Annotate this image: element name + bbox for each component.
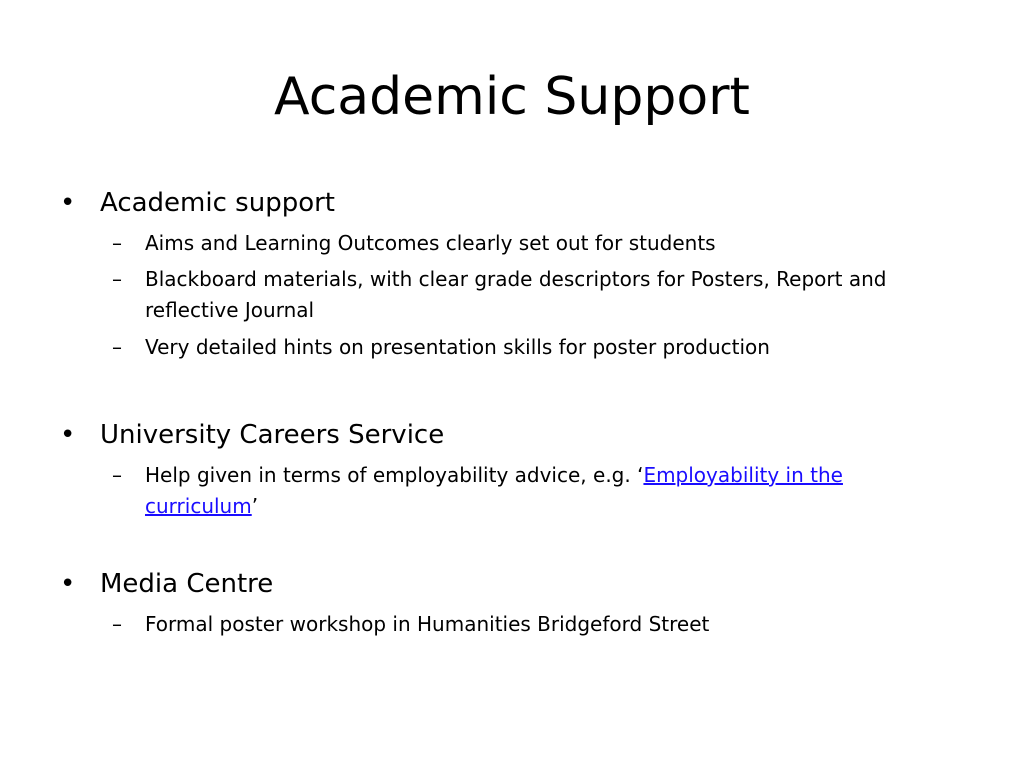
sub-bullet-marker: – bbox=[112, 463, 122, 487]
bullet-heading: Media Centre bbox=[100, 569, 274, 599]
bullet-marker: • bbox=[60, 188, 76, 218]
bullet-marker: • bbox=[60, 569, 76, 599]
curriculum-link[interactable]: curriculum bbox=[145, 494, 252, 518]
slide-title: Academic Support bbox=[274, 67, 750, 127]
employability-link[interactable]: Employability in the bbox=[643, 463, 843, 487]
sub-bullet-text: reflective Journal bbox=[145, 298, 315, 322]
bullet-marker: • bbox=[60, 420, 76, 450]
bullet-heading: Academic support bbox=[100, 188, 335, 218]
sub-bullet-text bbox=[145, 491, 915, 522]
employability-suffix: ’ bbox=[251, 494, 259, 518]
sub-bullet-text: Aims and Learning Outcomes clearly set out for students bbox=[145, 231, 716, 255]
sub-bullet-text: Very detailed hints on presentation skills for poster production bbox=[145, 335, 770, 359]
sub-bullet-marker: – bbox=[112, 335, 122, 359]
bullet-heading: University Careers Service bbox=[100, 420, 445, 450]
sub-bullet-text: Blackboard materials, with clear grade descriptors for Posters, Report and bbox=[145, 267, 887, 291]
sub-bullet-marker: – bbox=[112, 612, 122, 636]
sub-bullet-marker: – bbox=[112, 267, 122, 291]
employability-prefix: Help given in terms of employability advice, e.g. ‘ bbox=[145, 463, 644, 487]
sub-bullet-text: Formal poster workshop in Humanities Bridgeford Street bbox=[145, 612, 710, 636]
sub-bullet-marker: – bbox=[112, 231, 122, 255]
sub-bullet-text bbox=[145, 460, 915, 491]
